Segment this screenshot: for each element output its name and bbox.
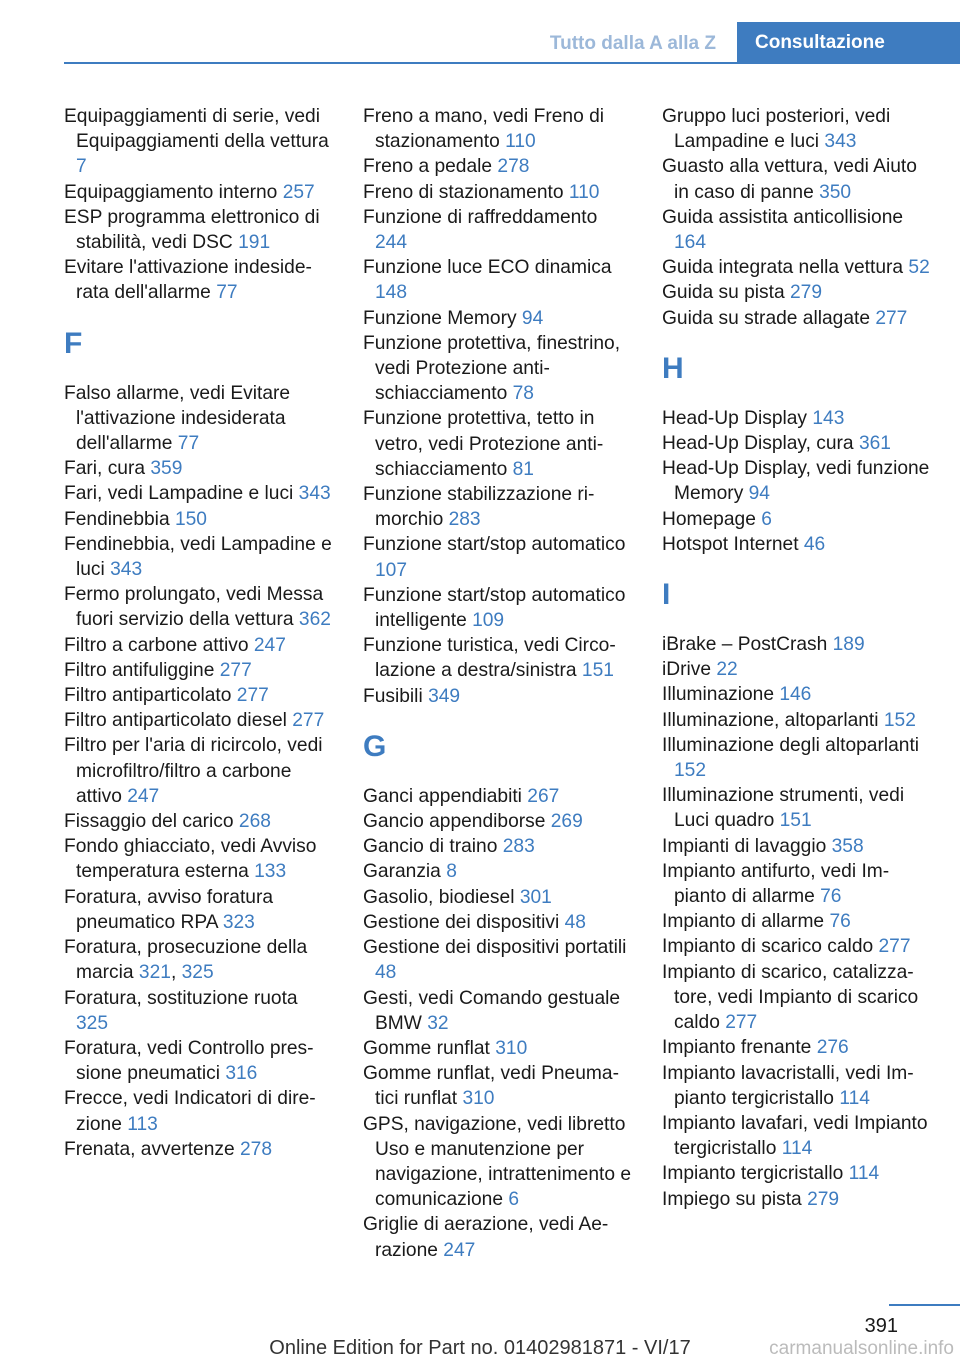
page-reference-link[interactable]: 6 <box>508 1189 520 1211</box>
index-entry <box>662 859 932 909</box>
index-entry: Foratura, prosecuzione della marcia 321, 325 <box>64 937 308 984</box>
page-reference-link[interactable]: 46 <box>803 533 826 555</box>
index-entry-text: Impianto antifurto, vedi Impianto di allarme <box>662 860 890 908</box>
index-entry-text: Impianto lavacristalli, vedi Impianto tergicristallo <box>662 1062 914 1109</box>
index-entry <box>363 784 633 809</box>
index-entry-text: Impiego su pista <box>662 1188 802 1210</box>
page-reference-link[interactable]: 301 <box>519 886 552 908</box>
index-entry <box>662 657 932 682</box>
page-reference-link[interactable]: 343 <box>298 483 331 505</box>
page-reference-link[interactable]: 107 <box>375 559 408 581</box>
index-entry <box>64 733 334 809</box>
index-entry-text: Ganci appendiabiti <box>363 785 522 807</box>
index-entry <box>363 859 633 884</box>
index-entry <box>64 104 334 180</box>
page-reference-link[interactable]: 321 <box>138 962 171 984</box>
index-entry-text: Impianto di scarico caldo <box>662 936 874 958</box>
page-reference-link[interactable]: 268 <box>238 811 271 833</box>
page-reference-link[interactable]: 323 <box>222 911 255 933</box>
index-entry-text: ESP programma elettronico di stabilità, vedi DSC <box>64 206 320 254</box>
page-reference-link[interactable]: 48 <box>564 911 586 933</box>
index-entry-text: Impianti di lavaggio <box>662 835 827 857</box>
index-entry-text: Foratura, prosecuzione della marcia <box>64 937 308 984</box>
index-entry <box>662 960 932 1036</box>
index-entry <box>662 255 932 280</box>
page-reference-link[interactable]: 283 <box>502 836 535 858</box>
index-entry <box>64 456 334 481</box>
index-entry-text: Illuminazione <box>662 684 774 706</box>
index-entry <box>64 1086 334 1136</box>
index-entry <box>64 532 334 582</box>
index-entry <box>363 684 633 709</box>
page-reference-link[interactable]: 343 <box>824 131 857 153</box>
index-entry-text: Impianto di scarico, catalizzatore, vedi Impianto di scarico caldo <box>662 961 919 1034</box>
index-entry-text: Foratura, sostituzione ruota <box>64 987 298 1009</box>
page-reference-link[interactable]: 76 <box>829 911 851 933</box>
index-entry <box>662 632 932 657</box>
index-entry <box>64 633 334 658</box>
index-entry-text: Fondo ghiacciato, vedi Avviso temperatura esterna <box>64 836 317 883</box>
page-reference-link[interactable]: 133 <box>254 861 287 883</box>
page-reference-link[interactable]: 6 <box>761 508 772 530</box>
page-reference-link[interactable]: 349 <box>428 685 461 707</box>
index-entry-text: Head-Up Display, vedi funzione Memory <box>662 458 930 505</box>
page-reference-link[interactable]: 94 <box>521 307 544 329</box>
index-entry-text: Gesti, vedi Comando gestuale BMW <box>363 987 621 1034</box>
index-entry <box>64 885 334 935</box>
index-entry <box>363 885 633 910</box>
page-reference-link[interactable]: 8 <box>446 861 457 883</box>
page-reference-link[interactable]: 277 <box>219 659 252 681</box>
page-reference-link[interactable]: 267 <box>527 785 560 807</box>
page-reference-link[interactable]: 113 <box>127 1113 158 1135</box>
index-entry-text: Illuminazione degli altoparlanti <box>662 734 920 756</box>
index-entry <box>662 205 932 255</box>
index-entry <box>662 1187 932 1212</box>
index-entry <box>662 733 932 783</box>
index-entry <box>363 809 633 834</box>
index-entry <box>662 909 932 934</box>
index-entry <box>363 1212 633 1262</box>
page-reference-link[interactable]: 277 <box>875 307 908 329</box>
index-entry-text: Fari, cura <box>64 458 146 480</box>
index-entry-text: Filtro antiparticolato <box>64 685 232 707</box>
index-entry-text: Head-Up Display <box>662 407 808 429</box>
index-entry <box>64 986 334 1036</box>
index-entry-text: Griglie di aerazione, vedi Aerazione <box>363 1214 609 1261</box>
page-reference-link[interactable]: 343 <box>110 559 143 581</box>
page-reference-link[interactable]: 191 <box>238 232 271 254</box>
page-reference-link[interactable]: 247 <box>443 1239 476 1261</box>
index-letter-heading: F <box>64 326 83 360</box>
chapter-tab[interactable]: Consultazione <box>737 22 960 63</box>
index-entry <box>662 934 932 959</box>
index-entry <box>64 582 334 632</box>
index-entry <box>363 532 633 582</box>
index-entry <box>363 255 633 305</box>
page-reference-link[interactable]: 110 <box>568 181 600 203</box>
index-entry-text: Funzione turistica, vedi Circolazione a destra/sinistra <box>363 635 616 682</box>
page-reference-link[interactable]: 78 <box>512 383 534 405</box>
page-reference-link[interactable]: 283 <box>448 509 481 531</box>
index-entry <box>64 381 334 457</box>
page-reference-link[interactable]: 151 <box>779 810 812 832</box>
page-reference-link[interactable]: 277 <box>725 1012 758 1034</box>
page-reference-link[interactable]: 325 <box>76 1012 109 1034</box>
page-number: 391 <box>864 1315 898 1337</box>
index-entry-text: GPS, navigazione, vedi libretto Uso e manutenzione per navigazione, intrattenimento e comunicazione <box>363 1113 631 1211</box>
page-reference-link[interactable]: 146 <box>779 684 812 706</box>
page-reference-link[interactable]: 247 <box>127 785 160 807</box>
index-letter-heading: H <box>662 351 684 385</box>
index-entry <box>662 154 932 204</box>
index-entry-text: Gruppo luci posteriori, vedi Lampadine e luci <box>662 106 891 153</box>
index-entry <box>662 1111 932 1161</box>
index-entry-text: Hotspot Internet <box>662 533 799 555</box>
page-reference-link[interactable]: 77 <box>216 282 238 304</box>
page-reference-link[interactable]: 244 <box>375 232 408 254</box>
index-entry-text: Fusibili <box>363 685 423 707</box>
index-entry-text: Guida su pista <box>662 282 785 304</box>
page-reference-link[interactable]: 152 <box>883 709 916 731</box>
page-number-rule <box>889 1304 960 1306</box>
index-entry-text: Gomme runflat <box>363 1037 490 1059</box>
index-entry-text: iDrive <box>662 659 712 681</box>
index-entry <box>662 1161 932 1186</box>
index-entry <box>662 1061 932 1111</box>
index-entry-text: Frenata, avvertenze <box>64 1138 235 1160</box>
page-reference-link[interactable]: 48 <box>375 962 397 984</box>
index-entry <box>363 1112 633 1213</box>
index-letter-heading: I <box>662 578 671 612</box>
page-reference-link[interactable]: 77 <box>177 433 200 455</box>
page-reference-link[interactable]: 316 <box>225 1063 258 1085</box>
index-entry-text: Funzione start/stop automatico <box>363 534 626 556</box>
index-entry <box>64 1137 334 1162</box>
index-entry-text: Head-Up Display, cura <box>662 433 854 455</box>
index-entry <box>662 306 932 331</box>
index-entry-text: Fermo prolungato, vedi Messa fuori servizio della vettura <box>64 584 324 631</box>
index-entry <box>363 1061 633 1111</box>
index-entry <box>363 935 633 985</box>
page-reference-link[interactable]: 361 <box>858 433 891 455</box>
page-reference-link[interactable]: 278 <box>497 156 530 178</box>
index-entry <box>64 658 334 683</box>
index-entry <box>662 406 932 431</box>
index-entry <box>662 456 932 506</box>
index-entry-text: Filtro a carbone attivo <box>64 634 249 656</box>
index-entry-text: Filtro per l'aria di ricircolo, vedi microfiltro/filtro a carbone attivo <box>64 735 323 807</box>
page-reference-link[interactable]: 76 <box>820 886 842 908</box>
page-reference-link[interactable]: 94 <box>748 483 770 505</box>
page-reference-link[interactable]: 109 <box>472 610 505 632</box>
index-entry-text: Gancio di traino <box>363 836 498 858</box>
index-entry <box>662 532 932 557</box>
index-entry <box>64 809 334 834</box>
page-reference-link[interactable]: 22 <box>716 659 738 681</box>
index-column-1 <box>64 104 334 1162</box>
page-reference-link[interactable]: 278 <box>240 1138 273 1160</box>
index-entry <box>363 986 633 1036</box>
index-entry-text: Fissaggio del carico <box>64 811 234 833</box>
index-entry-text: Fari, vedi Lampadine e luci <box>64 483 294 505</box>
page-reference-link[interactable]: 277 <box>878 936 911 958</box>
page-reference-link[interactable]: 362 <box>298 609 331 631</box>
page-reference-link[interactable]: 114 <box>781 1138 813 1160</box>
index-entry-text: Funzione start/stop automatico intelligente <box>363 584 626 632</box>
index-entry <box>662 783 932 833</box>
index-entry <box>363 180 633 205</box>
page-reference-link[interactable]: 189 <box>832 634 865 656</box>
index-entry-text: Freno di stazionamento <box>363 181 564 203</box>
index-entry-text: Guida integrata nella vettura <box>662 257 904 279</box>
index-entry-text: Fendinebbia, vedi Lampadine e luci <box>64 533 332 581</box>
index-entry-text: Funzione luce ECO dinamica <box>363 257 612 279</box>
index-entry-text: Funzione protettiva, finestrino, vedi Protezione antischiacciamento <box>363 332 621 405</box>
index-entry-text: Illuminazione strumenti, vedi Luci quadro <box>662 785 905 832</box>
index-entry-text: Filtro antiparticolato diesel <box>64 710 287 732</box>
index-entry-text: Guida su strade allagate <box>662 307 870 329</box>
index-entry <box>662 431 932 456</box>
index-entry <box>662 708 932 733</box>
index-entry <box>363 154 633 179</box>
index-entry-text: Impianto tergicristallo <box>662 1163 844 1185</box>
index-entry <box>363 104 633 154</box>
page-reference-link[interactable]: 279 <box>807 1188 840 1210</box>
index-entry <box>64 180 334 205</box>
section-title: Tutto dalla A alla Z <box>549 33 716 54</box>
index-entry-text: Impianto di allarme <box>662 911 825 933</box>
page-reference-link[interactable]: 310 <box>495 1037 528 1059</box>
page-reference-link[interactable]: 81 <box>512 458 534 480</box>
page-reference-link[interactable]: 358 <box>831 835 864 857</box>
index-entry-text: Equipaggiamenti di serie, vedi Equipaggiamenti della vettura <box>64 106 329 153</box>
index-entry-text: Freno a pedale <box>363 156 493 178</box>
watermark: carmanualsonline.info <box>769 1338 954 1359</box>
page-reference-link[interactable]: 110 <box>505 131 536 153</box>
index-entry-text: Guasto alla vettura, vedi Aiuto in caso di panne <box>662 156 917 203</box>
index-entry <box>363 834 633 859</box>
page-reference-link[interactable]: 150 <box>174 508 207 530</box>
page-reference-link[interactable]: 143 <box>812 407 845 429</box>
index-entry-text: Foratura, avviso foratura pneumatico RPA <box>64 886 274 933</box>
index-entry-text: Gasolio, biodiesel <box>363 886 515 908</box>
page-reference-link[interactable]: 114 <box>839 1087 870 1109</box>
index-entry-text: Gancio appendiborse <box>363 811 546 833</box>
footer-edition: Online Edition for Part no. 01402981871 - VI/17 <box>269 1337 691 1359</box>
index-entry-text: Impianto frenante <box>662 1037 812 1059</box>
index-entry <box>662 104 932 154</box>
page-reference-link[interactable]: 325 <box>181 962 214 984</box>
index-entry <box>662 834 932 859</box>
index-entry-text: Homepage <box>662 508 756 530</box>
index-entry-text: Foratura, vedi Controllo pressione pneumatici <box>64 1037 314 1085</box>
index-entry-text: Evitare l'attivazione indesiderata dell'allarme <box>64 257 312 304</box>
index-entry <box>662 682 932 707</box>
index-entry-text: Equipaggiamento interno <box>64 181 278 203</box>
index-entry <box>662 280 932 305</box>
page-reference-link[interactable]: 151 <box>581 660 614 682</box>
index-entry <box>64 708 334 733</box>
page-reference-link[interactable]: 32 <box>427 1012 449 1034</box>
index-entry-text: Falso allarme, vedi Evitare l'attivazione indesiderata dell'allarme <box>64 382 291 455</box>
page-reference-link[interactable]: 269 <box>550 811 583 833</box>
index-entry-text: Impianto lavafari, vedi Impianto tergicristallo <box>662 1112 928 1160</box>
index-entry <box>662 1035 932 1060</box>
index-entry-text: Fendinebbia <box>64 508 170 530</box>
page-reference-link[interactable]: 148 <box>375 282 408 304</box>
page-reference-link[interactable]: 359 <box>150 458 183 480</box>
page-reference-link[interactable]: 350 <box>819 181 852 203</box>
page-reference-link[interactable]: 279 <box>790 282 823 304</box>
page-reference-link[interactable]: 277 <box>236 685 269 707</box>
index-entry <box>64 683 334 708</box>
index-entry-text: Guida assistita anticollisione <box>662 206 904 228</box>
index-entry <box>363 910 633 935</box>
index-entry-text: Gestione dei dispositivi <box>363 911 560 933</box>
page-reference-link[interactable]: 52 <box>908 257 930 279</box>
page-reference-link[interactable]: 277 <box>292 710 325 732</box>
index-entry-text: Funzione di raffreddamento <box>363 206 598 228</box>
index-entry <box>363 306 633 331</box>
index-entry-text: iBrake – PostCrash <box>662 634 828 656</box>
index-column-2 <box>363 104 633 1263</box>
page-reference-link[interactable]: 310 <box>462 1088 495 1110</box>
index-entry <box>64 205 334 255</box>
page-reference-link[interactable]: 152 <box>674 760 707 782</box>
index-entry-text: Gomme runflat, vedi Pneumatici runflat <box>363 1063 619 1110</box>
index-entry-text: Garanzia <box>363 861 441 883</box>
page-reference-link[interactable]: 276 <box>816 1037 849 1059</box>
index-entry <box>363 331 633 407</box>
page-reference-link[interactable]: 114 <box>848 1163 880 1185</box>
index-entry <box>363 1036 633 1061</box>
index-entry-text: Gestione dei dispositivi portatili <box>363 937 627 959</box>
page-reference-link[interactable]: 7 <box>76 156 87 178</box>
index-entry-text: Freno a mano, vedi Freno di stazionamento <box>363 106 605 153</box>
index-entry <box>662 507 932 532</box>
index-entry <box>64 481 334 506</box>
index-letter-heading: G <box>363 729 387 763</box>
page-reference-link[interactable]: 247 <box>253 634 286 656</box>
index-entry <box>64 834 334 884</box>
index-entry-text: Filtro antifuliggine <box>64 659 215 681</box>
index-entry <box>363 482 633 532</box>
index-entry-text: Funzione stabilizzazione rimorchio <box>363 484 595 531</box>
index-entry <box>363 406 633 482</box>
page-reference-link[interactable]: 257 <box>282 181 315 203</box>
index-entry-text: Funzione protettiva, tetto in vetro, vedi Protezione antischiacciamento <box>363 408 604 480</box>
index-entry <box>363 583 633 633</box>
index-entry-text: Funzione Memory <box>363 307 517 329</box>
index-entry <box>64 1036 334 1086</box>
index-entry-text: Frecce, vedi Indicatori di direzione <box>64 1088 316 1135</box>
index-column-3 <box>662 104 932 1212</box>
index-entry <box>363 633 633 683</box>
index-entry <box>64 507 334 532</box>
page-reference-link[interactable]: 164 <box>674 232 707 254</box>
index-entry <box>363 205 633 255</box>
index-entry <box>64 255 334 305</box>
index-entry-text: Illuminazione, altoparlanti <box>662 709 879 731</box>
